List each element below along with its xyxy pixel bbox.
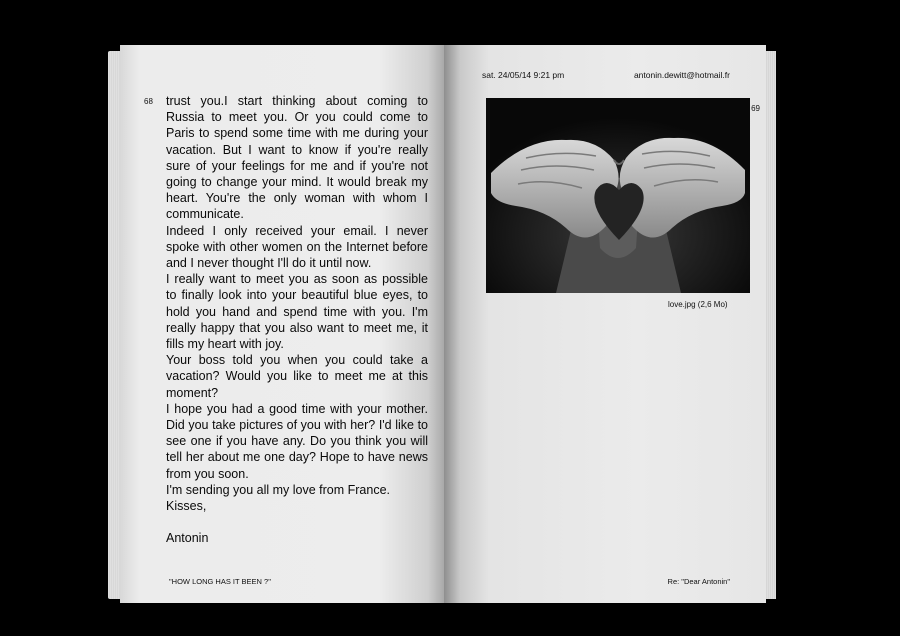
heart-hands-photo xyxy=(486,98,750,293)
paragraph: I really want to meet you as soon as possible to finally look into your beautiful blue eyes, to hold you hand and spend time with you. I'm really happy that you also want to meet me, it fills my heart with joy. xyxy=(166,272,428,352)
paragraph: Your boss told you when you could take a vacation? Would you like to meet me at this moment? xyxy=(166,353,428,400)
email-date: sat. 24/05/14 9:21 pm xyxy=(482,70,565,80)
heart-hands-image xyxy=(486,98,750,293)
page-number-right: 69 xyxy=(751,104,760,113)
paragraph: Indeed I only received your email. I never spoke with other women on the Internet before and I never thought I'll do it until now. xyxy=(166,223,428,271)
running-footer-right: Re: "Dear Antonin" xyxy=(667,577,730,586)
page-edges-right xyxy=(766,51,776,599)
paragraph: I'm sending you all my love from France. xyxy=(166,482,390,497)
right-page xyxy=(444,45,766,603)
paragraph: I hope you had a good time with your mother. Did you take pictures of you with her? I'd like to see one if you have any. Do you think you will tell her about me one day? Hope to have news from you soon. xyxy=(166,401,428,481)
paragraph: trust you.I start thinking about coming to Russia to meet you. Or you could come to Paris to spend some time with me during your vacation. But I want to know if you're really sure of your feelings for me and if you're not going to change your mind. It would break my heart. You're the only woman with whom I communicate. xyxy=(166,94,428,222)
image-caption: love.jpg (2,6 Mo) xyxy=(668,300,728,309)
signature: Antonin xyxy=(166,531,209,546)
email-address: antonin.dewitt@hotmail.fr xyxy=(633,70,730,80)
letter-body xyxy=(166,93,428,547)
open-book xyxy=(108,45,776,603)
paragraph: Kisses, xyxy=(166,499,207,514)
page-number-left: 68 xyxy=(144,97,153,106)
running-footer-left: "HOW LONG HAS IT BEEN ?" xyxy=(169,577,271,586)
left-page xyxy=(120,45,444,603)
